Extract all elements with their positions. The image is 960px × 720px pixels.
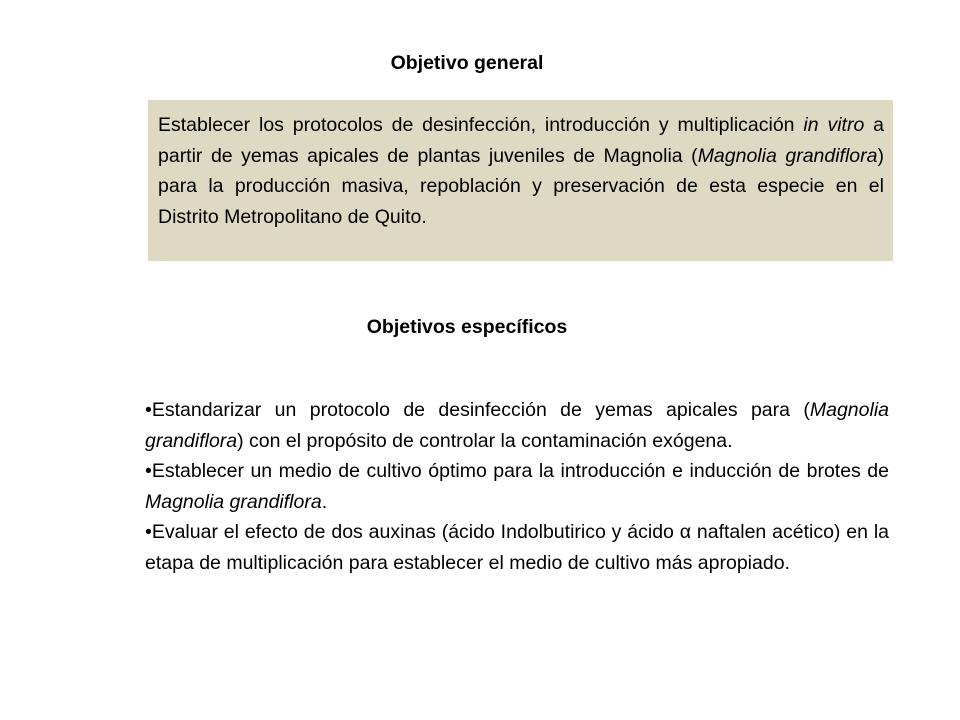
specific-objective-text-segment: Magnolia grandiflora [145,490,322,513]
general-objective-text-segment: Magnolia grandiflora [697,144,878,167]
general-objective-box [148,100,893,261]
bullet-marker: • [145,460,152,482]
general-objective-text-segment: Establecer los protocolos de desinfección, introducción y multiplicación [158,114,804,136]
specific-objective-item [145,517,889,578]
specific-objective-text-segment: . [321,490,328,513]
general-objective-text-segment: ) para la producción masiva, repoblación y preservación de esta especie en el Distrito Metropolitano de Quito. [158,144,884,228]
general-objective-text-segment: a partir de yemas apicales de plantas juveniles de Magnolia ( [158,114,885,167]
specific-objective-item [145,456,889,517]
specific-objective-item [145,395,889,456]
general-objective-text-segment: in vitro [803,114,865,136]
bullet-marker: • [145,521,152,543]
bullet-marker: • [145,399,152,421]
specific-objectives-title: Objetivos específicos [366,316,568,338]
specific-objective-text-segment: ) con el propósito de controlar la contaminación exógena. [237,429,733,452]
specific-objective-text-segment: Establecer un medio de cultivo óptimo para la introducción e inducción de brotes de [151,460,889,482]
specific-objective-text-segment: Evaluar el efecto de dos auxinas (ácido Indolbutirico y ácido α naftalen acético) en la etapa de multiplicación para establecer el medio de cultivo más apropiado. [145,521,889,574]
specific-objective-text-segment: Magnolia grandiflora [145,399,889,452]
general-objective-text [158,110,884,232]
specific-objectives-list [145,395,889,578]
specific-objective-text-segment: Estandarizar un protocolo de desinfección de yemas apicales para ( [151,399,810,421]
general-objective-title: Objetivo general [390,52,544,74]
